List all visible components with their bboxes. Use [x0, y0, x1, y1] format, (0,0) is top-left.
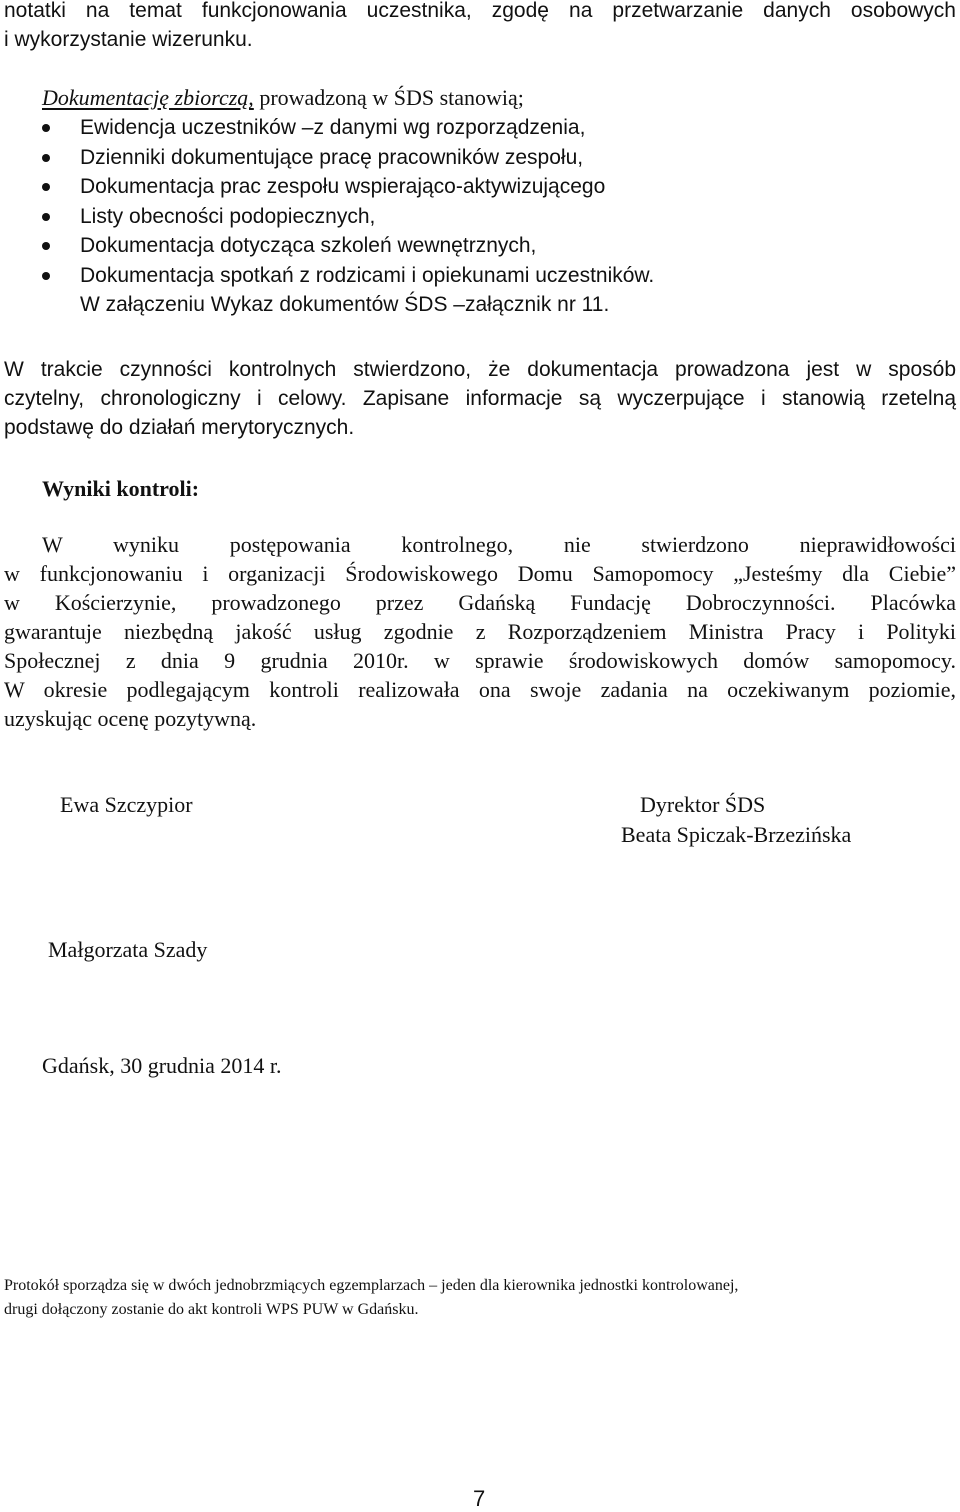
list-item-text: Dokumentacja spotkań z rodzicami i opiekunami uczestników. [80, 263, 655, 287]
signature-inspector-2: Małgorzata Szady [48, 937, 208, 962]
collective-docs-list [42, 113, 842, 290]
footnote [4, 1274, 956, 1322]
list-item-text: Dokumentacja dotycząca szkoleń wewnętrznych, [80, 234, 537, 257]
results-line-5: Społecznej z dnia 9 grudnia 2010r. w sprawie środowiskowych domów samopomocy. [4, 648, 956, 673]
results-line-6: W okresie podlegającym kontroli realizowała ona swoje zadania na oczekiwanym poziomie, [4, 677, 956, 702]
signature-inspector-1: Ewa Szczypior [60, 792, 193, 817]
intro-paragraph [4, 0, 956, 54]
findings-line-3: podstawę do działań merytorycznych. [4, 416, 355, 439]
results-paragraph [4, 530, 956, 733]
list-item [42, 143, 842, 173]
results-heading: Wyniki kontroli: [42, 476, 200, 501]
findings-line-2: czytelny, chronologiczny i celowy. Zapisane informacje są wyczerpujące i stanowią rzetelną [4, 387, 956, 410]
bullet-icon [42, 242, 50, 250]
bullet-icon [42, 183, 50, 191]
bullet-icon [42, 272, 50, 280]
bullet-icon [42, 213, 50, 221]
footnote-line-2: drugi dołączony zostanie do akt kontroli WPS PUW w Gdańsku. [4, 1301, 419, 1318]
bullet-icon [42, 124, 50, 132]
list-item [42, 172, 842, 202]
list-item-text: Ewidencja uczestników –z danymi wg rozporządzenia, [80, 116, 586, 139]
page-number: 7 [473, 1486, 486, 1511]
place-date: Gdańsk, 30 grudnia 2014 r. [42, 1053, 282, 1078]
collective-docs-lead [42, 83, 742, 112]
intro-line-1: notatki na temat funkcjonowania uczestnika, zgodę na przetwarzanie danych osobowych [4, 0, 956, 22]
results-line-7: uzyskując ocenę pozytywną. [4, 706, 257, 731]
list-item-text: Dzienniki dokumentujące pracę pracowników zespołu, [80, 145, 584, 169]
list-item-text: Dokumentacja prac zespołu wspierająco-aktywizującego [80, 175, 606, 198]
intro-line-2: i wykorzystanie wizerunku. [4, 28, 253, 51]
results-line-4: gwarantuje niezbędną jakość usług zgodnie z Rozporządzeniem Ministra Pracy i Polityki [4, 619, 956, 644]
attachment-note: W załączeniu Wykaz dokumentów ŚDS –załącznik nr 11. [80, 293, 610, 316]
footnote-line-1: Protokół sporządza się w dwóch jednobrzmiących egzemplarzach – jeden dla kierownika jednostki kontrolowanej, [4, 1277, 739, 1294]
collective-docs-emphasis: Dokumentację zbiorczą, [42, 85, 254, 110]
list-item [42, 113, 842, 143]
bullet-icon [42, 154, 50, 162]
list-item-text: Listy obecności podopiecznych, [80, 204, 376, 228]
results-line-2: w funkcjonowaniu i organizacji Środowiskowego Domu Samopomocy „Jesteśmy dla Ciebie” [4, 561, 956, 586]
findings-paragraph [4, 355, 956, 442]
list-item [42, 261, 842, 291]
signature-director-title: Dyrektor ŚDS [640, 792, 766, 817]
collective-docs-lead-rest: prowadzoną w ŚDS stanowią; [253, 85, 524, 110]
results-line-1: W wyniku postępowania kontrolnego, nie stwierdzono nieprawidłowości [42, 532, 956, 557]
list-item [42, 202, 842, 232]
findings-line-1: W trakcie czynności kontrolnych stwierdzono, że dokumentacja prowadzona jest w sposób [4, 358, 956, 381]
collective-docs-list-block [42, 113, 842, 319]
list-item [42, 231, 842, 261]
results-line-3: w Kościerzynie, prowadzonego przez Gdańską Fundację Dobroczynności. Placówka [4, 590, 956, 615]
signature-director-name: Beata Spiczak-Brzezińska [621, 822, 852, 847]
